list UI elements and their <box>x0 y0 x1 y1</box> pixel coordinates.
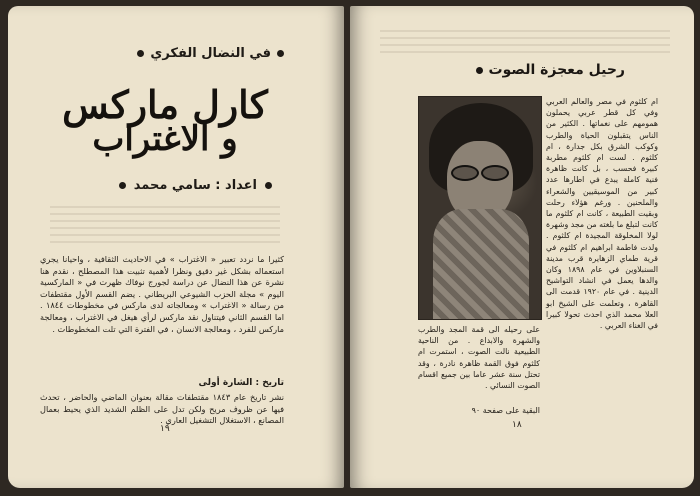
right-page-number: ١٨ <box>512 420 522 430</box>
left-subhead: تاريخ : الشارة أولى <box>198 378 284 388</box>
author-line <box>70 178 280 193</box>
right-body-column: ام كلثوم في مصر والعالم العربي وفي كل قطر عربي يحملون همومهم على نغماتها . الكثير من الناس يتقبلون الحياة والطرب وكوكب الشرق بكل جدارة ، ام كلثوم . لست ام كلثوم مطربة كبيرة فحسب ، بل كانت ظاهرة فنية كاملة يبدع في اطارها عدد كبير من الموسيقيين والشعراء والملحنين . ورغم هؤلاء رحلت وبقيت الطبيعة ، كانت ام كلثوم ما كانت لتبلغ ما بلغته من مجد وشهرة لولا المخلوقة المجيدة ام كلثوم . ولدت فاطمة ابراهيم ام كلثوم في قرية طماي الزهايرة قرب مدينة السنبلاوين في عام ١٨٩٨ وكان والدها يعمل في انشاد التواشيح الدينية . في عام ١٩٢٠ قدمت الى القاهرة ، وتعلمت على الشيخ ابو العلا محمد الذي احدث تحولا كبيرا في الغناء العربي . <box>546 97 658 331</box>
author-text: اعداد : سامي محمد <box>133 178 257 193</box>
article-title-line-1: كارل ماركس <box>62 82 268 127</box>
bullet-icon <box>277 50 284 57</box>
continued-note: البقية على صفحة ٩٠ <box>471 406 540 415</box>
article-title-line-2: و الاغتراب <box>92 119 238 159</box>
bullet-icon <box>265 182 272 189</box>
portrait-photo <box>418 96 542 320</box>
bullet-icon <box>137 50 144 57</box>
right-title-text: رحيل معجزة الصوت <box>488 62 625 78</box>
bullet-icon <box>476 67 483 74</box>
bullet-icon <box>119 182 126 189</box>
left-page-number: ١٩ <box>160 424 170 434</box>
photo-scarf <box>433 209 529 319</box>
section-kicker <box>40 46 290 61</box>
left-body-text: كثيرا ما نردد تعبير « الاغتراب » في الاحاديث الثقافية ، واحيانا يجري استعماله بشكل غير دقيق ونظرا لأهمية تثبيت هذا المصطلح ، نقدم هنا نشرة عن هذا النضال عن دراسة لجورج نوفاك ظهرت في « الماركسية اليوم » مجلة الحزب الشيوعي البريطاني . يضم القسم الأول مقتطفات من رسالة « الاغتراب » ومعالجاته لدى ماركس في مخطوطات ١٨٤٤ . اما القسم الثاني فيتناول نقد ماركس لرأي هيغل في الاغتراب ، ومعالجة ماركس للفرد ، ومعالجة الانسان ، في الفترة التي تلت المخطوطات . <box>40 254 284 334</box>
right-article-title <box>455 62 625 78</box>
bleed-through-texture <box>50 206 280 246</box>
left-body-text-2: نشر تاريخ عام ١٨٤٣ مقتطفات مقالة بعنوان الماضي والحاضر ، تحدث فيها عن ظروف مريح ولكن تدل على الظلم الشديد الذي يحيط بعمال المصانع ، الاستغلال التشغيل العاري . <box>40 392 284 426</box>
sunglasses-icon <box>451 165 509 179</box>
bleed-through-texture <box>380 30 670 54</box>
article-title <box>40 82 290 159</box>
kicker-text: في النضال الفكري <box>150 46 271 61</box>
right-body-lower: على رحيله الى قمة المجد والطرب والشهرة والابداع . من الناحية الطبيعية نالت الصوت ، استمرت ام كلثوم فوق القمة ظاهرة نادرة ، وقد تحتل سنة عشر عاما بين جميع اقسام الصوت النسائي . <box>418 325 540 391</box>
